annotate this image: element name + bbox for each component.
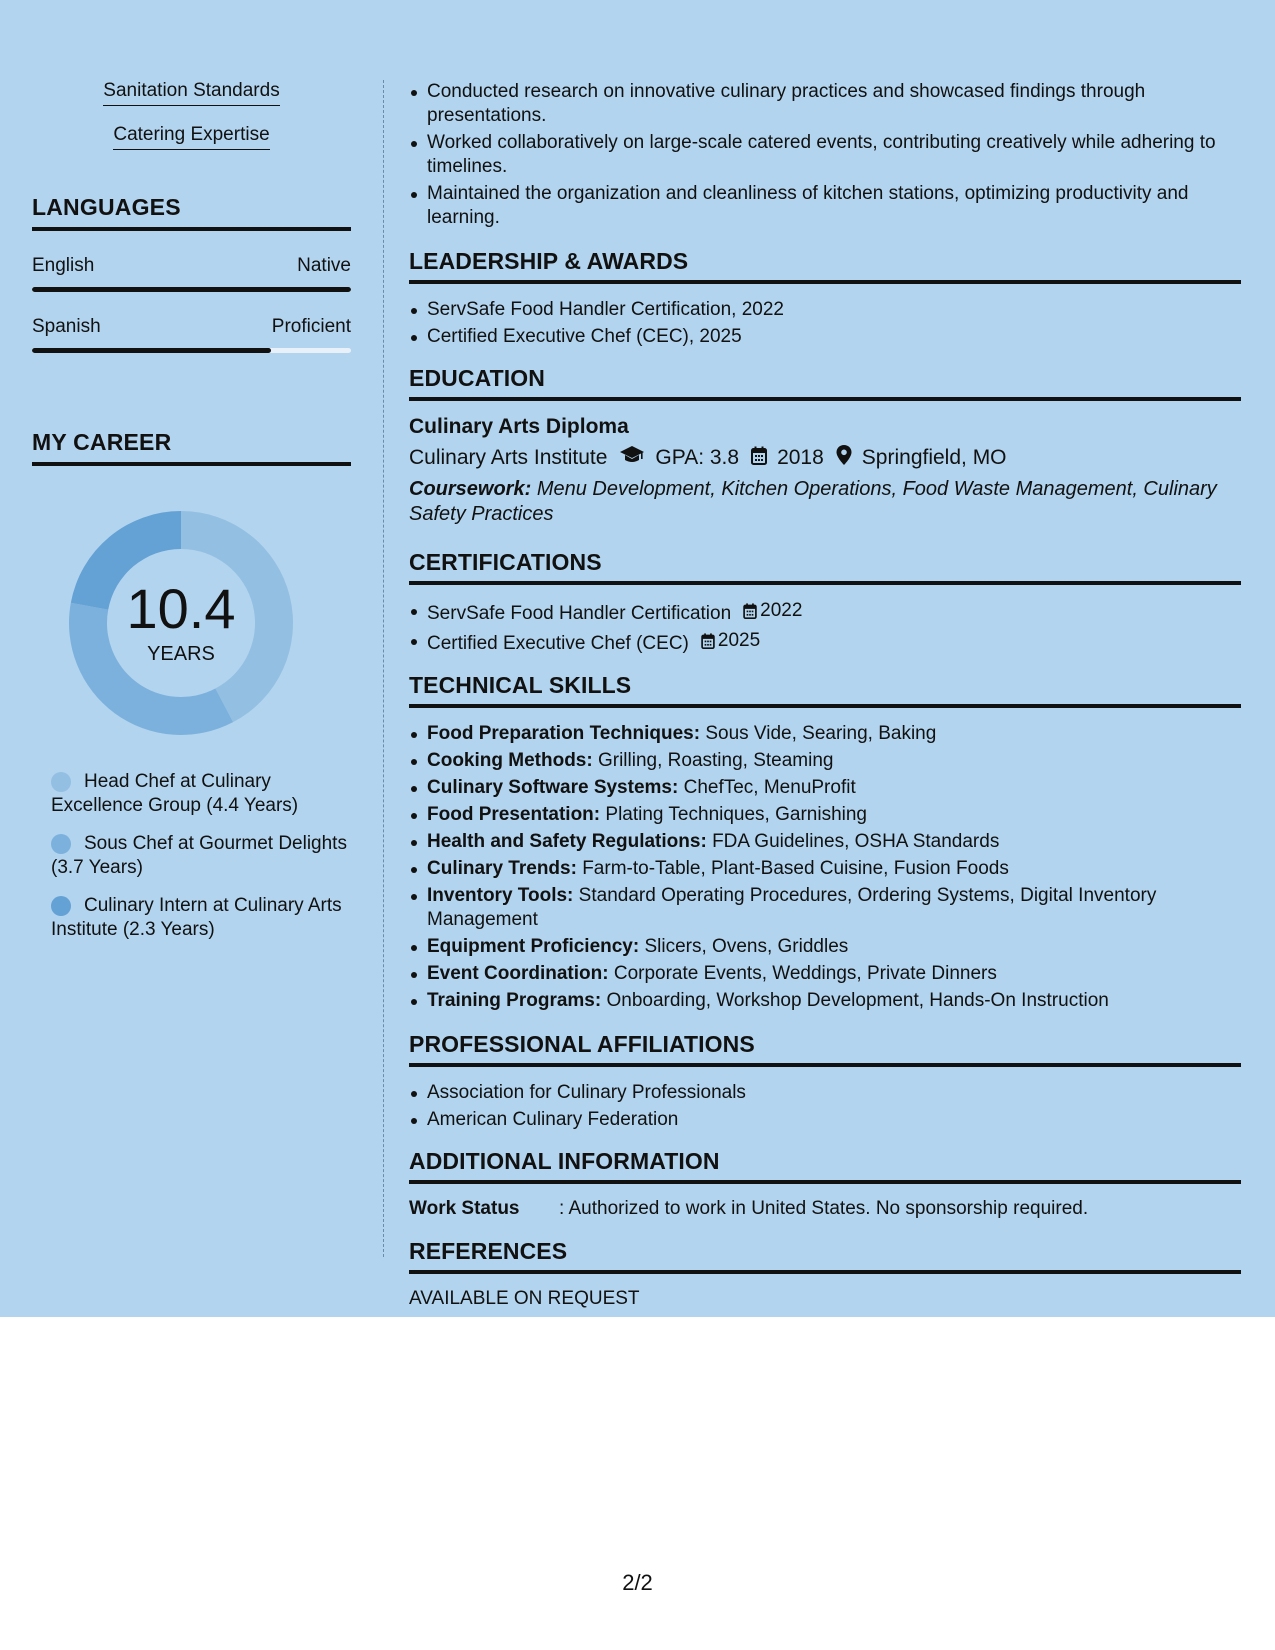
technical-skill-item <box>409 776 1241 800</box>
technical-skill-key: Cooking Methods: <box>427 750 593 771</box>
career-legend-item <box>51 832 351 880</box>
main-column <box>409 80 1241 1310</box>
technical-skill-value: Standard Operating Procedures, Ordering Systems, Digital Inventory Management <box>427 885 1157 930</box>
experience-bullets <box>409 80 1241 230</box>
work-status-label: Work Status <box>409 1198 520 1219</box>
technical-skill-item <box>409 935 1241 959</box>
language-proficiency-fill <box>32 287 351 292</box>
technical-skill-item <box>409 830 1241 854</box>
certification-year: 2022 <box>760 600 803 621</box>
additional-info-heading: ADDITIONAL INFORMATION <box>409 1148 1241 1184</box>
skill-tag-label: Sanitation Standards <box>103 80 279 106</box>
career-legend <box>32 770 351 942</box>
experience-bullet: Worked collaboratively on large-scale catered events, contributing creatively while adhering to timelines. <box>409 131 1241 179</box>
technical-skill-value: FDA Guidelines, OSHA Standards <box>712 831 1000 852</box>
language-level: Native <box>297 255 351 276</box>
graduation-cap-icon <box>619 445 645 471</box>
technical-skill-value: Corporate Events, Weddings, Private Dinners <box>613 963 997 984</box>
career-legend-item <box>51 770 351 818</box>
coursework <box>409 477 1241 527</box>
certification-year: 2025 <box>717 630 761 651</box>
language-entry <box>32 316 351 353</box>
technical-skill-item <box>409 962 1241 986</box>
graduation-year: 2018 <box>777 446 824 469</box>
technical-skill-key: Food Presentation: <box>427 804 601 825</box>
work-status-value: : Authorized to work in United States. No sponsorship required. <box>559 1198 1089 1219</box>
certification-name: ServSafe Food Handler Certification <box>427 603 732 624</box>
technical-skill-key: Culinary Trends: <box>427 858 577 879</box>
language-name: English <box>32 255 95 276</box>
language-proficiency-bar <box>32 287 351 292</box>
leadership-list <box>409 298 1241 349</box>
technical-skill-item <box>409 749 1241 773</box>
technical-skill-key: Food Preparation Techniques: <box>427 723 701 744</box>
map-pin-icon <box>836 445 852 471</box>
references-text: AVAILABLE ON REQUEST <box>409 1288 640 1309</box>
affiliations-heading: PROFESSIONAL AFFILIATIONS <box>409 1031 1241 1067</box>
certification-name: Certified Executive Chef (CEC) <box>427 633 689 654</box>
technical-skill-item <box>409 857 1241 881</box>
coursework-label: Coursework: <box>409 478 532 500</box>
technical-skill-value: Slicers, Ovens, Griddles <box>644 936 849 957</box>
certification-item <box>409 599 1241 626</box>
coursework-list: Menu Development, Kitchen Operations, Food Waste Management, Culinary Safety Practices <box>409 478 1217 525</box>
work-status-row <box>409 1198 1241 1220</box>
career-total-years: 10.4 <box>126 576 236 640</box>
leadership-item: ServSafe Food Handler Certification, 2022 <box>409 298 1241 322</box>
experience-bullet: Conducted research on innovative culinary practices and showcased findings through presentations. <box>409 80 1241 128</box>
language-entry <box>32 255 351 292</box>
career-legend-item <box>51 894 351 942</box>
languages-heading: LANGUAGES <box>32 194 351 231</box>
technical-skill-value: Onboarding, Workshop Development, Hands-On Instruction <box>606 990 1109 1011</box>
career-heading: MY CAREER <box>32 429 351 466</box>
certifications-list <box>409 599 1241 656</box>
legend-dot <box>51 834 71 854</box>
technical-skills-heading: TECHNICAL SKILLS <box>409 672 1241 708</box>
legend-dot <box>51 896 71 916</box>
legend-dot <box>51 772 71 792</box>
technical-skill-item <box>409 722 1241 746</box>
skill-tag <box>32 80 351 106</box>
language-name: Spanish <box>32 316 101 337</box>
technical-skill-key: Culinary Software Systems: <box>427 777 679 798</box>
affiliations-list <box>409 1081 1241 1132</box>
legend-label: Sous Chef at Gourmet Delights (3.7 Years) <box>51 833 347 878</box>
school-name: Culinary Arts Institute <box>409 446 608 469</box>
technical-skill-value: Grilling, Roasting, Steaming <box>597 750 834 771</box>
career-donut-chart <box>66 508 296 738</box>
technical-skill-key: Event Coordination: <box>427 963 609 984</box>
education-entry <box>409 415 1241 527</box>
page-number: 2/2 <box>622 1570 653 1595</box>
sidebar <box>32 80 351 956</box>
legend-label: Head Chef at Culinary Excellence Group (4.4 Years) <box>51 771 299 816</box>
technical-skills-list <box>409 722 1241 1013</box>
technical-skill-key: Health and Safety Regulations: <box>427 831 707 852</box>
technical-skill-value: ChefTec, MenuProfit <box>683 777 856 798</box>
technical-skill-key: Inventory Tools: <box>427 885 574 906</box>
career-total-unit: YEARS <box>147 642 215 665</box>
column-divider <box>383 80 384 1257</box>
technical-skill-value: Farm-to-Table, Plant-Based Cuisine, Fusion Foods <box>582 858 1009 879</box>
education-heading: EDUCATION <box>409 365 1241 401</box>
language-proficiency-fill <box>32 348 271 353</box>
leadership-heading: LEADERSHIP & AWARDS <box>409 248 1241 284</box>
legend-label: Culinary Intern at Culinary Arts Institute (2.3 Years) <box>51 895 342 940</box>
calendar-icon <box>751 446 767 471</box>
affiliation-item: Association for Culinary Professionals <box>409 1081 1241 1105</box>
technical-skill-item <box>409 884 1241 932</box>
leadership-item: Certified Executive Chef (CEC), 2025 <box>409 325 1241 349</box>
experience-bullet: Maintained the organization and cleanliness of kitchen stations, optimizing productivity and learning. <box>409 182 1241 230</box>
technical-skill-value: Plating Techniques, Garnishing <box>605 804 867 825</box>
education-meta <box>409 445 1241 471</box>
skill-tag <box>32 124 351 150</box>
technical-skill-value: Sous Vide, Searing, Baking <box>705 723 937 744</box>
references-heading: REFERENCES <box>409 1238 1241 1274</box>
language-level: Proficient <box>271 316 351 337</box>
technical-skill-key: Equipment Proficiency: <box>427 936 640 957</box>
technical-skill-key: Training Programs: <box>427 990 602 1011</box>
education-location: Springfield, MO <box>861 446 1007 469</box>
calendar-icon <box>701 633 715 649</box>
affiliation-item: American Culinary Federation <box>409 1108 1241 1132</box>
calendar-icon <box>743 603 757 619</box>
degree-title: Culinary Arts Diploma <box>409 415 629 438</box>
technical-skill-item <box>409 803 1241 827</box>
language-proficiency-bar <box>32 348 351 353</box>
certifications-heading: CERTIFICATIONS <box>409 549 1241 585</box>
certification-item <box>409 629 1241 656</box>
gpa: GPA: 3.8 <box>655 446 740 469</box>
skill-tag-label: Catering Expertise <box>113 124 269 150</box>
technical-skill-item <box>409 989 1241 1013</box>
